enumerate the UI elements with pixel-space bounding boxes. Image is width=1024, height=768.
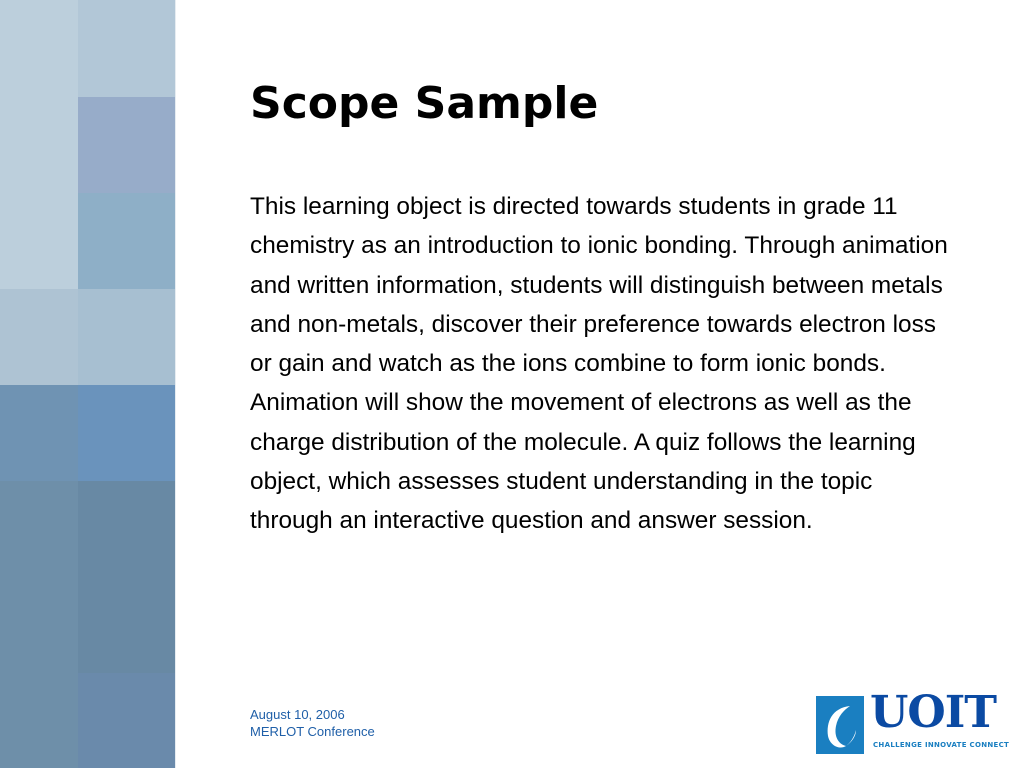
sidebar-tile bbox=[78, 193, 175, 289]
sidebar-tile bbox=[0, 577, 78, 673]
sidebar-tile bbox=[0, 0, 78, 97]
footer-date: August 10, 2006 bbox=[250, 707, 345, 722]
uoit-swirl-icon bbox=[816, 696, 864, 754]
footer-event: MERLOT Conference bbox=[250, 724, 375, 739]
slide-footer bbox=[250, 706, 375, 740]
sidebar-tile bbox=[78, 673, 175, 768]
sidebar-tile bbox=[78, 385, 175, 481]
sidebar-tile bbox=[78, 289, 175, 385]
logo-wordmark: UOIT bbox=[870, 687, 997, 738]
slide-body-text: This learning object is directed towards students in grade 11 chemistry as an introduction to ionic bonding. Through animation and written information, students will distinguish between metals and non-metals, discover their preference towards electron loss or gain and watch as the ions combine to form ionic bonds. Animation will show the movement of electrons as well as the charge distribution of the molecule. A quiz follows the learning object, which assesses student understanding in the topic through an interactive question and answer session. bbox=[250, 193, 948, 535]
sidebar-divider bbox=[175, 0, 176, 768]
sidebar-tile bbox=[78, 481, 175, 577]
sidebar-tile bbox=[0, 673, 78, 768]
sidebar-tile bbox=[0, 289, 78, 385]
sidebar-tile bbox=[0, 97, 78, 193]
sidebar-tile bbox=[78, 577, 175, 673]
sidebar-tile bbox=[78, 97, 175, 193]
sidebar-tile bbox=[0, 193, 78, 289]
sidebar-tile bbox=[0, 385, 78, 481]
decorative-sidebar bbox=[0, 0, 175, 768]
sidebar-tile bbox=[78, 0, 175, 97]
uoit-logo bbox=[816, 687, 1011, 755]
sidebar-tile bbox=[0, 481, 78, 577]
logo-tagline: CHALLENGE INNOVATE CONNECT bbox=[873, 741, 1010, 749]
slide-title: Scope Sample bbox=[250, 78, 599, 129]
